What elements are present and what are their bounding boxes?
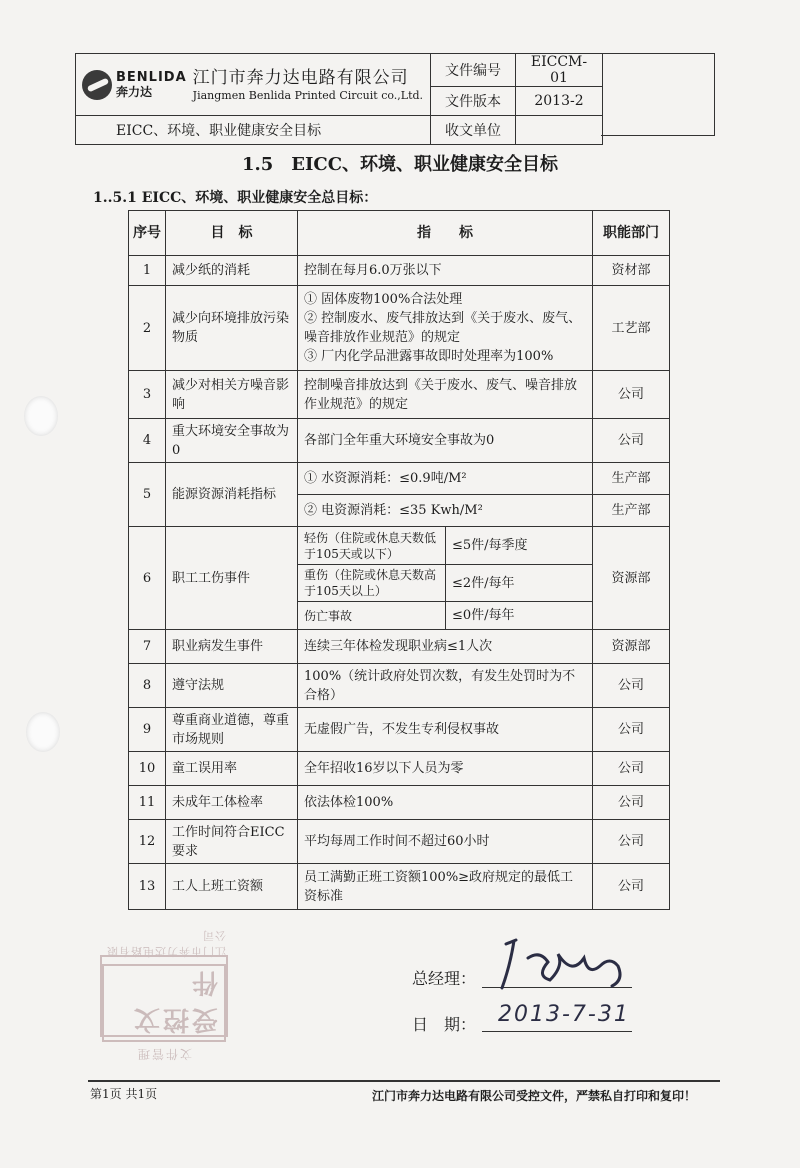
row-dept: 工艺部 [593,286,670,371]
header-blank-cell [601,53,715,136]
manager-label: 总经理： [412,969,477,988]
company-name-en: Jiangmen Benlida Printed Circuit co.,Ltd. [192,88,424,102]
date-label: 日 期： [412,1015,477,1034]
row-no: 11 [129,786,166,820]
row-no: 2 [129,286,166,371]
row-no: 8 [129,664,166,708]
row-dept: 公司 [593,786,670,820]
table-row [129,752,670,786]
table-row [129,664,670,708]
row-goal: 尊重商业道德，尊重市场规则 [166,708,298,752]
row-dept: 公司 [593,708,670,752]
indicator-item: ① 固体废物100%合法处理 [304,292,463,307]
table-row [129,256,670,286]
row-indicator: 控制在每月6.0万张以下 [298,256,593,286]
punch-hole-top [24,396,58,436]
row-dept: 公司 [593,752,670,786]
benlida-logo-icon [82,70,112,100]
row-goal: 职业病发生事件 [166,630,298,664]
row-goal: 减少对相关方噪音影响 [166,371,298,419]
file-no-value: EICCM-01 [516,54,603,87]
row-indicator: 平均每周工作时间不超过60小时 [298,820,593,864]
row-no: 7 [129,630,166,664]
injury-limit: ≤2件/每年 [446,565,593,602]
row-goal: 减少纸的消耗 [166,256,298,286]
table-row [129,864,670,910]
recipient-label: 收文单位 [431,116,516,145]
row-no: 5 [129,463,166,527]
header-dept: 职能部门 [593,211,670,256]
header-indicator: 指 标 [298,211,593,256]
row-goal: 职工工伤事件 [166,527,298,630]
company-block [76,54,431,116]
stamp-main-text: 受控文件 [102,965,226,1043]
row-dept: 生产部 [593,463,670,495]
controlled-notice: 江门市奔力达电路有限公司受控文件，严禁私自打印和复印！ [372,1089,697,1103]
header-no: 序号 [129,211,166,256]
punch-hole-bottom [26,712,60,752]
row-no: 13 [129,864,166,910]
subsection-title: 1..5.1 EICC、环境、职业健康安全总目标： [93,190,378,206]
row-no: 6 [129,527,166,630]
row-no: 12 [129,820,166,864]
stamp-bottom-text: 江门市奔力达电路有限公司 [106,929,226,959]
date-line [482,1031,632,1032]
row-goal: 能源资源消耗指标 [166,463,298,527]
indicator-item: ② 控制废水、废气排放达到《关于废水、废气、噪音排放作业规范》的规定 [304,311,582,345]
version-value: 2013-2 [516,87,603,116]
page-number: 第1页 共1页 [90,1087,158,1101]
row-indicator [298,286,593,371]
row-indicator: 各部门全年重大环境安全事故为0 [298,419,593,463]
row-indicator: 100%（统计政府处罚次数，有发生处罚时为不合格） [298,664,593,708]
table-row [129,527,670,565]
stamp-top-text: 文件管理 [136,1047,193,1062]
document-header [75,53,603,145]
row-indicator: 依法体检100% [298,786,593,820]
row-dept: 生产部 [593,495,670,527]
row-dept: 资源部 [593,630,670,664]
footer-rule [88,1080,720,1082]
row-dept: 公司 [593,664,670,708]
table-row [129,630,670,664]
row-no: 4 [129,419,166,463]
row-indicator: ② 电资源消耗：≤35 Kwh/M² [298,495,593,527]
table-row [129,463,670,495]
row-no: 1 [129,256,166,286]
objectives-table [128,210,670,910]
table-header-row [129,211,670,256]
signature-date: 2013-7-31 [498,1002,630,1027]
logo-english: BENLIDA [116,69,187,85]
manager-signature [488,936,638,996]
row-goal: 工作时间符合EICC要求 [166,820,298,864]
row-indicator: 控制噪音排放达到《关于废水、废气、噪音排放作业规范》的规定 [298,371,593,419]
injury-limit: ≤0件/每年 [446,602,593,630]
row-dept: 资源部 [593,527,670,630]
section-title: 1.5 EICC、环境、职业健康安全目标 [241,154,559,175]
row-goal: 童工误用率 [166,752,298,786]
version-label: 文件版本 [431,87,516,116]
row-indicator: 无虚假广告，不发生专利侵权事故 [298,708,593,752]
row-no: 9 [129,708,166,752]
row-indicator: 连续三年体检发现职业病≤1人次 [298,630,593,664]
row-no: 3 [129,371,166,419]
recipient-value [516,116,603,145]
row-indicator: 员工满勤正班工资额100%≥政府规定的最低工资标准 [298,864,593,910]
row-goal: 工人上班工资额 [166,864,298,910]
row-goal: 遵守法规 [166,664,298,708]
document-title: EICC、环境、职业健康安全目标 [76,116,431,145]
row-dept: 公司 [593,419,670,463]
row-dept: 公司 [593,371,670,419]
row-goal: 重大环境安全事故为0 [166,419,298,463]
table-row [129,786,670,820]
table-row [129,371,670,419]
table-row [129,286,670,371]
row-indicator: 全年招收16岁以下人员为零 [298,752,593,786]
table-row [129,820,670,864]
row-dept: 资材部 [593,256,670,286]
row-indicator: ① 水资源消耗：≤0.9吨/M² [298,463,593,495]
injury-limit: ≤5件/每季度 [446,527,593,565]
company-name-cn: 江门市奔力达电路有限公司 [192,67,409,88]
row-goal: 减少向环境排放污染物质 [166,286,298,371]
injury-type: 伤亡事故 [298,602,446,630]
row-goal: 未成年工体检率 [166,786,298,820]
file-no-label: 文件编号 [431,54,516,87]
header-goal: 目 标 [166,211,298,256]
injury-type: 重伤（住院或休息天数高于105天以上） [298,565,446,602]
row-no: 10 [129,752,166,786]
row-dept: 公司 [593,820,670,864]
injury-type: 轻伤（住院或休息天数低于105天或以下） [298,527,446,565]
row-dept: 公司 [593,864,670,910]
logo-chinese: 奔力达 [116,84,153,99]
table-row [129,708,670,752]
table-row [129,419,670,463]
controlled-document-stamp [100,929,228,1062]
indicator-item: ③ 厂内化学品泄露事故即时处理率为100% [304,349,554,364]
